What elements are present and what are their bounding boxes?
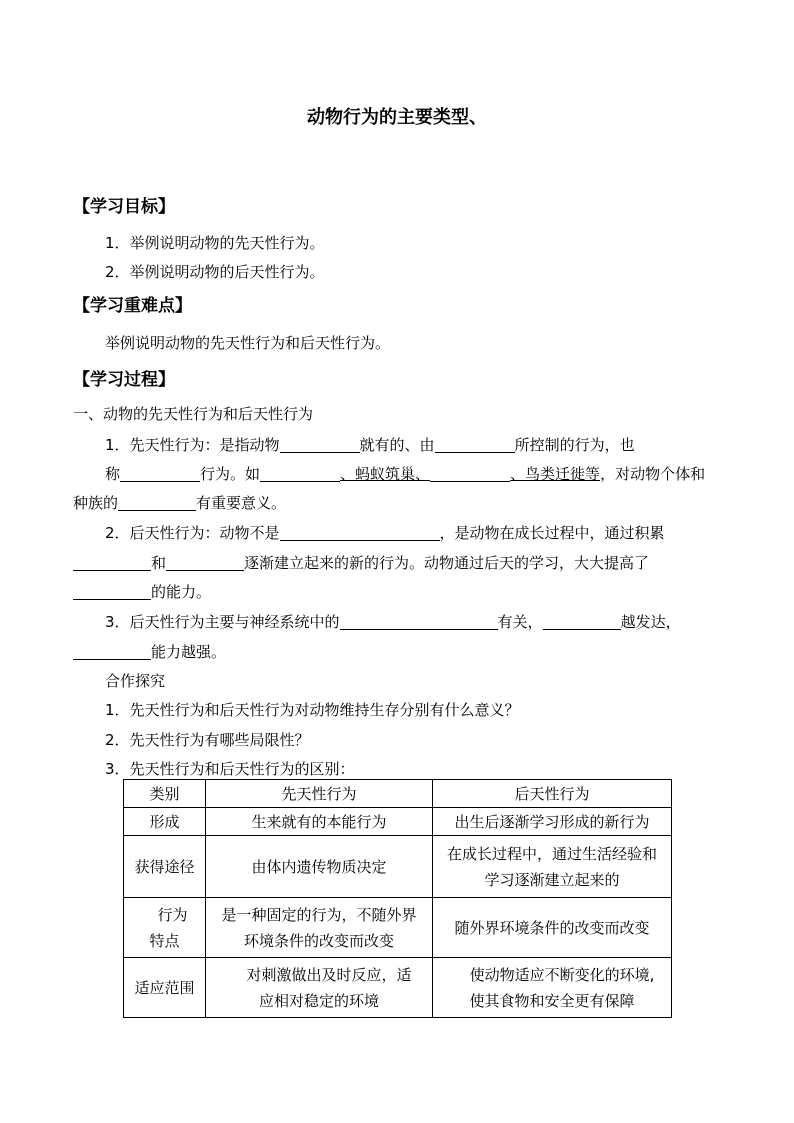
- fill-blank[interactable]: [166, 554, 244, 571]
- fill-blank[interactable]: [73, 554, 151, 571]
- p2-line2: 和 逐渐建立起来的新的行为。动物通过后天的学习，大大提高了: [73, 553, 649, 573]
- comparison-table: [123, 779, 672, 1018]
- table-cell: 行为 特点: [124, 898, 206, 958]
- table-cell: 由体内遗传物质决定: [206, 836, 433, 898]
- table-cell: 获得途径: [124, 836, 206, 898]
- fill-blank[interactable]: [120, 465, 200, 482]
- table-header-cell: 先天性行为: [206, 780, 433, 808]
- table-cell: 形成: [124, 808, 206, 836]
- p2-line3: 的能力。: [73, 582, 211, 602]
- question-item: 2．先天性行为有哪些局限性？: [105, 731, 310, 749]
- table-cell: 适应范围: [124, 958, 206, 1018]
- question-item: 3．先天性行为和后天性行为的区别：: [105, 760, 355, 778]
- p1-line1: 1．先天性行为：是指动物 就有的、由 所控制的行为，也: [105, 436, 635, 454]
- table-row: [124, 898, 672, 958]
- fill-blank[interactable]: [435, 436, 515, 453]
- fill-blank[interactable]: [73, 583, 151, 600]
- table-header-cell: 类别: [124, 780, 206, 808]
- fill-blank[interactable]: [280, 436, 360, 453]
- keypoints-heading: 【学习重难点】: [73, 296, 192, 316]
- table-cell: 生来就有的本能行为: [206, 808, 433, 836]
- objective-item: 2．举例说明动物的后天性行为。: [105, 263, 325, 281]
- table-cell: 随外界环境条件的改变而改变: [433, 898, 672, 958]
- keypoints-text: 举例说明动物的先天性行为和后天性行为。: [105, 334, 391, 352]
- process-heading: 【学习过程】: [73, 370, 175, 390]
- table-row: [124, 836, 672, 898]
- table-header-cell: 后天性行为: [433, 780, 672, 808]
- fill-blank[interactable]: [430, 465, 510, 482]
- page-title: 动物行为的主要类型、: [307, 107, 487, 128]
- question-item: 1．先天性行为和后天性行为对动物维持生存分别有什么意义？: [105, 701, 520, 719]
- p3-line2: 能力越强。: [73, 642, 226, 662]
- p1-line2: 称 行为。如 、蚂蚁筑巢、 、鸟类迁徙等，对动物个体和: [105, 465, 706, 483]
- objectives-heading: 【学习目标】: [73, 197, 175, 217]
- fill-blank[interactable]: [543, 613, 621, 630]
- table-cell: 对刺激做出及时反应，适 应相对稳定的环境: [206, 958, 433, 1018]
- p3-line1: 3．后天性行为主要与神经系统中的 有关， 越发达，: [105, 613, 681, 631]
- objective-item: 1．举例说明动物的先天性行为。: [105, 234, 325, 252]
- table-row: [124, 958, 672, 1018]
- table-header-row: [124, 780, 672, 808]
- fill-blank[interactable]: [73, 643, 151, 660]
- table-cell: 是一种固定的行为，不随外界 环境条件的改变而改变: [206, 898, 433, 958]
- fill-blank[interactable]: [280, 524, 440, 541]
- part1-title: 一、动物的先天性行为和后天性行为: [73, 405, 314, 423]
- p2-line1: 2．后天性行为：动物不是 ，是动物在成长过程中，通过积累: [105, 524, 665, 542]
- table-cell: 在成长过程中，通过生活经验和 学习逐渐建立起来的: [433, 836, 672, 898]
- coop-title: 合作探究: [105, 672, 166, 690]
- table-row: [124, 808, 672, 836]
- p1-line3: 种族的 有重要意义。: [73, 494, 287, 512]
- fill-blank[interactable]: [118, 494, 196, 511]
- fill-blank[interactable]: [260, 465, 340, 482]
- table-cell: 使动物适应不断变化的环境, 使其食物和安全更有保障: [433, 958, 672, 1018]
- table-cell: 出生后逐渐学习形成的新行为: [433, 808, 672, 836]
- fill-blank[interactable]: [340, 613, 498, 630]
